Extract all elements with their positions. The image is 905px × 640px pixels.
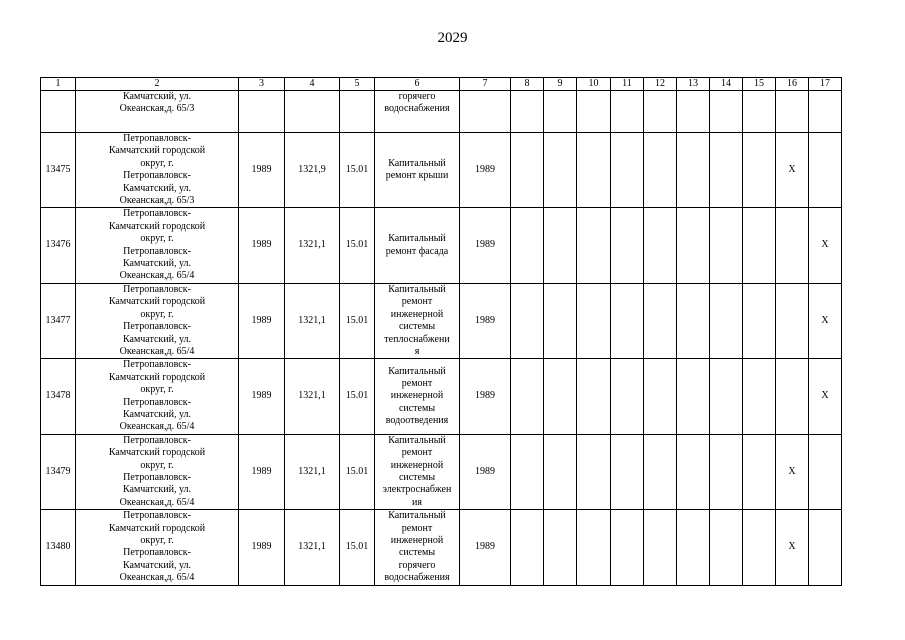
code-cell: 15.01	[340, 510, 375, 585]
cell-line: Камчатский, ул.	[122, 484, 192, 496]
cell-line: инженерной	[390, 535, 444, 546]
cell-col-12	[644, 510, 677, 585]
cell-line: Петропавловск-	[123, 471, 191, 483]
row-id-cell: 13475	[41, 133, 76, 208]
table-row	[41, 283, 842, 358]
cell-line: инженерной	[390, 459, 444, 471]
row-id-cell: 13476	[41, 208, 76, 283]
cell-col-11	[611, 434, 644, 509]
work-type-cell	[375, 208, 460, 283]
cell-col-4	[285, 91, 340, 133]
cell-line: Капитальный	[388, 510, 446, 522]
cell-line: Петропавловск-	[123, 359, 191, 371]
column-number-7: 7	[460, 78, 511, 91]
cell-col-8	[511, 208, 544, 283]
cell-line: системы	[398, 321, 436, 333]
table-row	[41, 208, 842, 283]
cell-col-14	[710, 133, 743, 208]
cell-col-15	[743, 510, 776, 585]
build-year-cell: 1989	[239, 283, 285, 358]
cell-col-10	[577, 133, 611, 208]
cell-line: округ, г.	[140, 459, 174, 471]
address-cell	[76, 510, 239, 585]
address-cell	[76, 359, 239, 434]
area-cell: 1321,1	[285, 208, 340, 283]
cell-col-13	[677, 208, 710, 283]
mark-cell: Х	[809, 208, 842, 283]
cell-col-1	[41, 91, 76, 133]
cell-col-8	[511, 133, 544, 208]
cell-col-14	[710, 283, 743, 358]
table-row	[41, 133, 842, 208]
cell-line: Камчатский, ул.	[122, 408, 192, 420]
column-number-14: 14	[710, 78, 743, 91]
cell-col-10	[577, 510, 611, 585]
work-type-cell	[375, 133, 460, 208]
cell-line: Петропавловск-	[123, 547, 191, 559]
work-type-cell	[375, 434, 460, 509]
cell-col-14	[710, 91, 743, 133]
code-cell: 15.01	[340, 434, 375, 509]
cell-col-9	[544, 434, 577, 509]
cell-col-15	[743, 208, 776, 283]
cell-line: Камчатский, ул.	[122, 258, 192, 270]
area-cell: 1321,1	[285, 434, 340, 509]
cell-line: водоснабжения	[384, 103, 450, 115]
row-id-cell: 13478	[41, 359, 76, 434]
cell-line: Камчатский городской	[108, 296, 206, 308]
cell-line: Океанская,д. 65/4	[119, 345, 195, 357]
cell-col-8	[511, 283, 544, 358]
cell-col-15	[743, 359, 776, 434]
cell-col-16	[776, 208, 809, 283]
cell-line: Камчатский городской	[108, 447, 206, 459]
cell-line: Петропавловск-	[123, 170, 191, 182]
work-type-cell	[375, 510, 460, 585]
cell-col-10	[577, 91, 611, 133]
cell-line: Камчатский городской	[108, 522, 206, 534]
cell-col-10	[577, 359, 611, 434]
cell-col-17	[809, 91, 842, 133]
column-number-9: 9	[544, 78, 577, 91]
cell-line: Камчатский городской	[108, 145, 206, 157]
cell-col-9	[544, 359, 577, 434]
cell-line: инженерной	[390, 390, 444, 402]
cell-line: Камчатский, ул.	[122, 333, 192, 345]
cell-col-9	[544, 133, 577, 208]
mark-cell: Х	[809, 283, 842, 358]
cell-line: Петропавловск-	[123, 133, 191, 144]
cell-line: теплоснабжени	[384, 333, 450, 345]
cell-line: Камчатский, ул.	[122, 91, 192, 102]
cell-col-15	[743, 91, 776, 133]
cell-col-16	[776, 359, 809, 434]
column-number-17: 17	[809, 78, 842, 91]
cell-col-17	[809, 434, 842, 509]
cell-line: водоснабжения	[384, 572, 450, 584]
cell-col-9	[544, 91, 577, 133]
cell-col-3	[239, 91, 285, 133]
code-cell: 15.01	[340, 208, 375, 283]
cell-col-17	[809, 133, 842, 208]
cell-line: Капитальный	[388, 434, 446, 446]
column-number-1: 1	[41, 78, 76, 91]
cell-line: ремонт	[401, 522, 433, 534]
cell-col-10	[577, 283, 611, 358]
cell-col-9	[544, 510, 577, 585]
cell-col-14	[710, 359, 743, 434]
cell-line: Океанская,д. 65/4	[119, 572, 195, 584]
cell-col-12	[644, 283, 677, 358]
cell-line: Океанская,д. 65/4	[119, 270, 195, 282]
cell-line: Петропавловск-	[123, 283, 191, 295]
table-row	[41, 359, 842, 434]
cell-col-12	[644, 359, 677, 434]
cell-col-12	[644, 91, 677, 133]
area-cell: 1321,9	[285, 133, 340, 208]
address-cell	[76, 283, 239, 358]
cell-line: Капитальный	[388, 157, 446, 169]
cell-line: округ, г.	[140, 535, 174, 546]
continuation-row	[41, 91, 842, 133]
cell-col-11	[611, 133, 644, 208]
code-cell: 15.01	[340, 359, 375, 434]
cell-line: Камчатский городской	[108, 220, 206, 232]
cell-line: я	[414, 345, 420, 357]
work-type-cell	[375, 91, 460, 133]
cell-line: округ, г.	[140, 157, 174, 169]
cell-line: системы	[398, 402, 436, 414]
cell-line: Океанская,д. 65/4	[119, 421, 195, 433]
column-number-8: 8	[511, 78, 544, 91]
work-type-cell	[375, 359, 460, 434]
cell-col-15	[743, 434, 776, 509]
cell-col-13	[677, 283, 710, 358]
address-cell	[76, 91, 239, 133]
column-number-10: 10	[577, 78, 611, 91]
cell-col-11	[611, 359, 644, 434]
cell-col-8	[511, 510, 544, 585]
address-cell	[76, 133, 239, 208]
cell-col-12	[644, 133, 677, 208]
cell-line: ремонт	[401, 296, 433, 308]
column-number-5: 5	[340, 78, 375, 91]
cell-col-14	[710, 434, 743, 509]
table-row	[41, 510, 842, 585]
cell-line: Океанская,д. 65/3	[119, 103, 195, 115]
column-number-13: 13	[677, 78, 710, 91]
cell-line: водоотведения	[385, 415, 449, 427]
address-cell	[76, 434, 239, 509]
cell-line: Капитальный	[388, 283, 446, 295]
cell-line: Петропавловск-	[123, 510, 191, 522]
cell-line: Океанская,д. 65/4	[119, 496, 195, 508]
area-cell: 1321,1	[285, 283, 340, 358]
cell-col-13	[677, 359, 710, 434]
year-cell: 1989	[460, 434, 511, 509]
column-number-row	[41, 78, 842, 91]
cell-col-15	[743, 133, 776, 208]
area-cell: 1321,1	[285, 359, 340, 434]
cell-col-13	[677, 510, 710, 585]
mark-cell: Х	[776, 434, 809, 509]
cell-line: ремонт крыши	[385, 170, 449, 182]
address-cell	[76, 208, 239, 283]
cell-col-13	[677, 133, 710, 208]
build-year-cell: 1989	[239, 208, 285, 283]
year-cell: 1989	[460, 510, 511, 585]
year-cell: 1989	[460, 283, 511, 358]
cell-col-13	[677, 434, 710, 509]
table-row	[41, 434, 842, 509]
cell-line: ремонт фасада	[385, 245, 449, 257]
row-id-cell: 13477	[41, 283, 76, 358]
cell-line: горячего	[398, 559, 436, 571]
mark-cell: Х	[776, 133, 809, 208]
cell-line: ремонт	[401, 447, 433, 459]
cell-line: Петропавловск-	[123, 434, 191, 446]
cell-line: округ, г.	[140, 308, 174, 320]
cell-col-14	[710, 208, 743, 283]
cell-col-8	[511, 359, 544, 434]
column-number-12: 12	[644, 78, 677, 91]
cell-line: электроснабжен	[382, 484, 452, 496]
year-cell: 1989	[460, 359, 511, 434]
cell-col-9	[544, 208, 577, 283]
cell-col-11	[611, 510, 644, 585]
cell-col-17	[809, 510, 842, 585]
cell-line: Капитальный	[388, 233, 446, 245]
cell-line: округ, г.	[140, 384, 174, 396]
cell-col-12	[644, 434, 677, 509]
cell-line: Капитальный	[388, 365, 446, 377]
row-id-cell: 13480	[41, 510, 76, 585]
page-number: 2029	[437, 30, 468, 46]
area-cell: 1321,1	[285, 510, 340, 585]
work-type-cell	[375, 283, 460, 358]
cell-line: округ, г.	[140, 233, 174, 245]
table-body	[41, 78, 842, 586]
year-cell: 1989	[460, 208, 511, 283]
repair-schedule-table	[40, 77, 842, 586]
cell-col-10	[577, 434, 611, 509]
cell-line: системы	[398, 547, 436, 559]
cell-col-13	[677, 91, 710, 133]
build-year-cell: 1989	[239, 510, 285, 585]
cell-line: Камчатский, ул.	[122, 182, 192, 194]
cell-line: Петропавловск-	[123, 321, 191, 333]
row-id-cell: 13479	[41, 434, 76, 509]
cell-line: Камчатский, ул.	[122, 559, 192, 571]
column-number-11: 11	[611, 78, 644, 91]
mark-cell: Х	[809, 359, 842, 434]
cell-line: ия	[412, 496, 422, 508]
cell-col-12	[644, 208, 677, 283]
cell-col-8	[511, 434, 544, 509]
cell-line: Камчатский городской	[108, 371, 206, 383]
cell-line: Петропавловск-	[123, 245, 191, 257]
cell-line: Петропавловск-	[123, 396, 191, 408]
column-number-2: 2	[76, 78, 239, 91]
cell-col-16	[776, 91, 809, 133]
cell-col-9	[544, 283, 577, 358]
column-number-15: 15	[743, 78, 776, 91]
mark-cell: Х	[776, 510, 809, 585]
cell-col-15	[743, 283, 776, 358]
cell-col-7	[460, 91, 511, 133]
build-year-cell: 1989	[239, 133, 285, 208]
build-year-cell: 1989	[239, 359, 285, 434]
column-number-6: 6	[375, 78, 460, 91]
cell-col-14	[710, 510, 743, 585]
cell-line: ремонт	[401, 377, 433, 389]
cell-col-11	[611, 283, 644, 358]
cell-col-11	[611, 91, 644, 133]
cell-line: горячего	[398, 91, 436, 102]
cell-col-10	[577, 208, 611, 283]
code-cell: 15.01	[340, 133, 375, 208]
column-number-3: 3	[239, 78, 285, 91]
cell-col-11	[611, 208, 644, 283]
build-year-cell: 1989	[239, 434, 285, 509]
cell-line: Петропавловск-	[123, 208, 191, 220]
year-cell: 1989	[460, 133, 511, 208]
cell-col-8	[511, 91, 544, 133]
cell-col-16	[776, 283, 809, 358]
cell-line: системы	[398, 471, 436, 483]
cell-line: Океанская,д. 65/3	[119, 195, 195, 207]
cell-col-5	[340, 91, 375, 133]
code-cell: 15.01	[340, 283, 375, 358]
column-number-16: 16	[776, 78, 809, 91]
column-number-4: 4	[285, 78, 340, 91]
cell-line: инженерной	[390, 308, 444, 320]
